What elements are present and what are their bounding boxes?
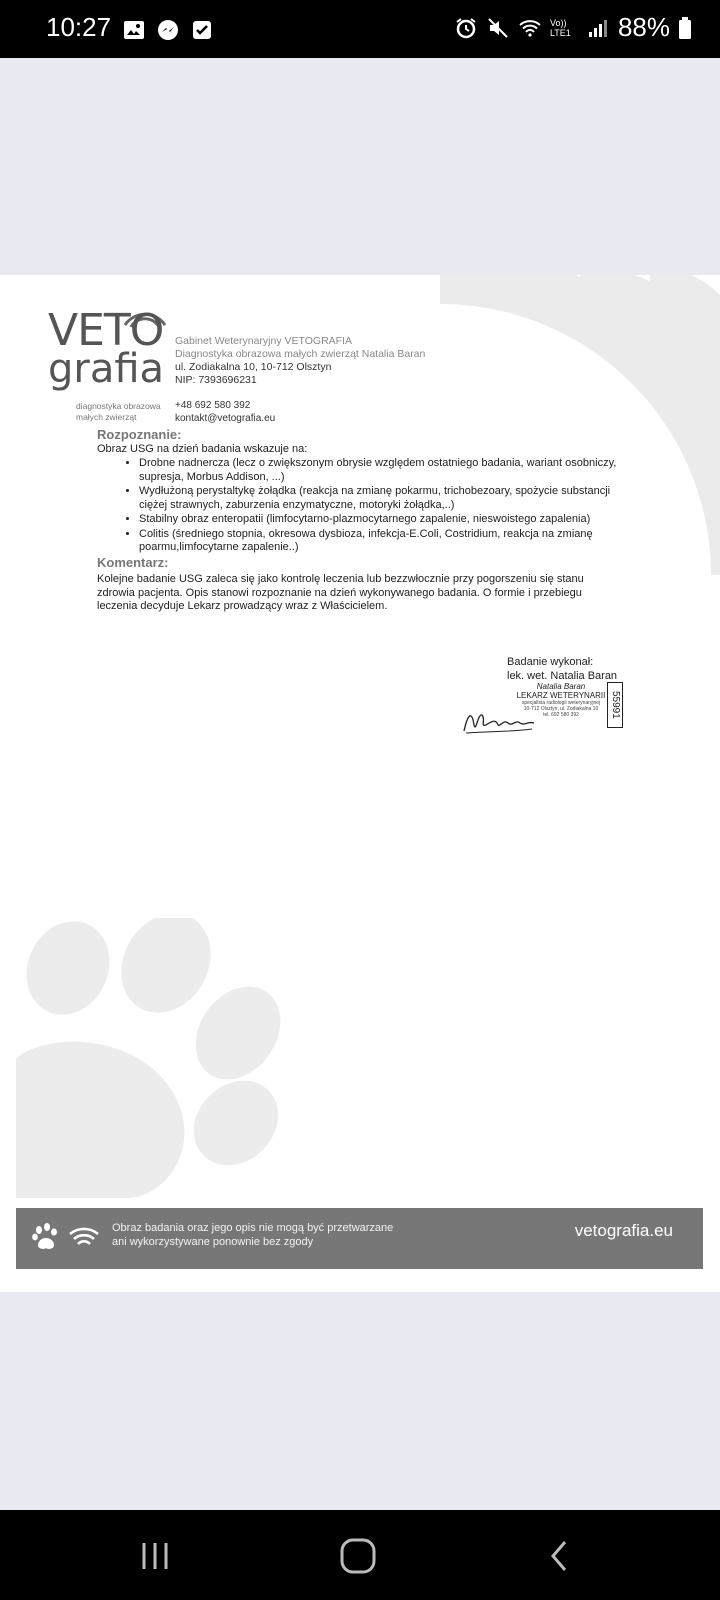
system-icons <box>454 12 692 43</box>
clock: 10:27 <box>46 12 112 42</box>
stamp-number: 55991 <box>607 682 623 728</box>
clinic-nip: NIP: 7393696231 <box>175 374 257 386</box>
footer-note-line1: Obraz badania oraz jego opis nie mogą być przetwarzane <box>112 1222 394 1234</box>
clinic-name: Gabinet Weterynaryjny VETOGRAFIA <box>175 335 353 347</box>
footer-note <box>112 1221 393 1249</box>
battery-icon <box>678 16 692 40</box>
diagnosis-list <box>118 457 618 556</box>
diagnosis-heading: Rozpoznanie: <box>97 427 182 442</box>
clinic-email: kontakt@vetografia.eu <box>175 413 276 424</box>
logo-sub-text: grafia <box>48 346 165 392</box>
volte-icon: Vo)) LTE1 <box>549 17 571 38</box>
notification-icons <box>122 18 214 42</box>
messenger-icon <box>156 18 180 42</box>
mute-icon <box>486 16 510 40</box>
diagnosis-item: • Drobne nadnercza (lecz o zwiększonym obrysie względem ostatniego badania, wariant osobniczy, supresja, Morbus Addison, ...) <box>139 457 618 484</box>
stamp-phone: tel. 692 580 392 <box>543 712 579 718</box>
clinic-address: ul. Zodiakalna 10, 10-712 Olsztyn <box>175 361 332 373</box>
diagnosis-intro: Obraz USG na dzień badania wskazuje na: <box>97 443 308 455</box>
logo-tagline: diagnostyka obrazowa małych zwierząt <box>76 401 161 422</box>
watermark-paw <box>16 918 296 1198</box>
signal-icon <box>586 16 610 40</box>
alarm-icon <box>454 16 478 40</box>
clinic-info <box>175 335 425 387</box>
footer-url: vetografia.eu <box>574 1221 673 1240</box>
comment-text: Kolejne badanie USG zaleca się jako kontrolę leczenia lub bezzwłocznie przy pogorszeniu się stanu zdrowia pacjenta. Opis stanowi rozpoznanie na dzień wykonywanego badania. O formie i przebiegu leczenia decyduje Lekarz prowadzący wraz z Właścicielem. <box>97 573 584 612</box>
document-footer <box>16 1208 703 1269</box>
signature-block <box>507 655 617 683</box>
stamp-title: LEKARZ WETERYNARII <box>516 691 606 700</box>
checkbox-icon <box>190 18 214 42</box>
document-page[interactable] <box>0 275 720 1292</box>
clinic-phone: +48 692 580 392 <box>175 400 251 411</box>
back-icon <box>545 1538 575 1574</box>
wifi-icon <box>518 16 542 40</box>
navigation-bar <box>0 1510 720 1600</box>
clinic-subtitle: Diagnostyka obrazowa małych zwierząt Natalia Baran <box>175 348 426 360</box>
stamp-name: Natalia Baran <box>536 682 586 691</box>
battery-percent: 88% <box>617 12 670 42</box>
signature-doctor: lek. wet. Natalia Baran <box>507 670 618 682</box>
viewer-background-bottom <box>0 1292 720 1510</box>
status-bar <box>0 0 720 58</box>
clinic-contact <box>175 399 275 425</box>
handwritten-signature <box>462 707 536 735</box>
home-icon <box>338 1536 378 1576</box>
stamp-address: 10-712 Olsztyn, ul. Zodiakalna 10 <box>523 706 599 712</box>
signature-label: Badanie wykonał: <box>507 656 594 668</box>
stamp-spec: specjalista radiologii weterynaryjnej <box>521 700 601 706</box>
recent-apps-button[interactable] <box>131 1535 179 1577</box>
logo-main-text: VETO <box>48 305 164 356</box>
viewer-background-top <box>0 58 720 275</box>
comment-heading: Komentarz: <box>97 555 169 570</box>
gallery-icon <box>122 18 146 42</box>
back-button[interactable] <box>536 1535 584 1577</box>
vetografia-logo <box>48 305 170 422</box>
diagnosis-item: • Colitis (średniego stopnia, okresowa dysbioza, infekcja-E.Coli, Costridium, reakcja na zmianę poarmu,limfocytarne zapalenie..) <box>139 528 618 555</box>
home-button[interactable] <box>334 1535 382 1577</box>
diagnosis-item: • Stabilny obraz enteropatii (limfocytarno-plazmocytarnego zapalenie, nieswoistego zapalenia) <box>139 513 618 527</box>
footer-paw-wifi-icon <box>30 1222 100 1254</box>
recent-apps-icon <box>138 1539 172 1573</box>
diagnosis-item: • Wydłużoną perystaltykę żołądka (reakcja na zmianę pokarmu, trichobezoary, spożycie substancji ciężej strawnych, zaburzenia enzymatyczne, motoryki żołądka,..) <box>139 485 618 512</box>
footer-note-line2: ani wykorzystywane ponownie bez zgody <box>112 1236 314 1248</box>
